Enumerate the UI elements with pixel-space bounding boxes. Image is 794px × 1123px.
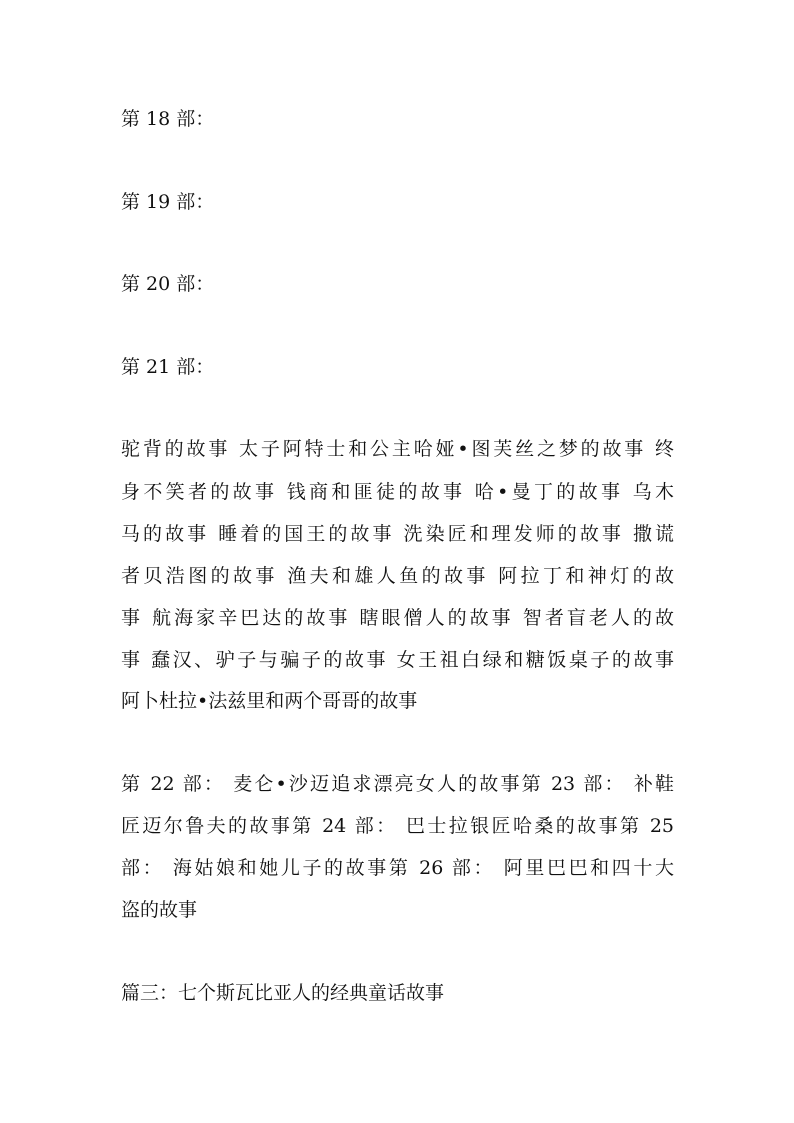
paragraph-line: 马的故事 睡着的国王的故事 洗染匠和理发师的故事 撒谎 <box>121 523 674 545</box>
paragraph-line: 事 航海家辛巴达的故事 瞎眼僧人的故事 智者盲老人的故 <box>121 607 674 629</box>
paragraph-line: 驼背的故事 太子阿特士和公主哈娅•图芙丝之梦的故事 终 <box>121 438 674 460</box>
paragraph-line: 第 22 部： 麦仑•沙迈追求漂亮女人的故事第 23 部： 补鞋 <box>121 773 674 795</box>
paragraph-line: 者贝浩图的故事 渔夫和雄人鱼的故事 阿拉丁和神灯的故 <box>121 565 674 587</box>
paragraph-line: 盗的故事 <box>121 899 198 921</box>
paragraph-line: 身不笑者的故事 钱商和匪徒的故事 哈•曼丁的故事 乌木 <box>121 481 674 503</box>
paragraph-line: 部： 海姑娘和她儿子的故事第 26 部： 阿里巴巴和四十大 <box>121 857 674 879</box>
section-three-heading: 篇三：七个斯瓦比亚人的经典童话故事 <box>121 982 445 1004</box>
paragraph-line: 阿卜杜拉•法兹里和两个哥哥的故事 <box>121 690 418 712</box>
section-heading-18: 第 18 部： <box>121 108 215 130</box>
section-heading-20: 第 20 部： <box>121 273 215 295</box>
section-heading-19: 第 19 部： <box>121 191 215 213</box>
paragraph-line: 事 蠢汉、驴子与骗子的故事 女王祖白绿和糖饭桌子的故事 <box>121 649 674 671</box>
section-heading-21: 第 21 部： <box>121 356 215 378</box>
paragraph-line: 匠迈尔鲁夫的故事第 24 部： 巴士拉银匠哈桑的故事第 25 <box>121 815 674 837</box>
